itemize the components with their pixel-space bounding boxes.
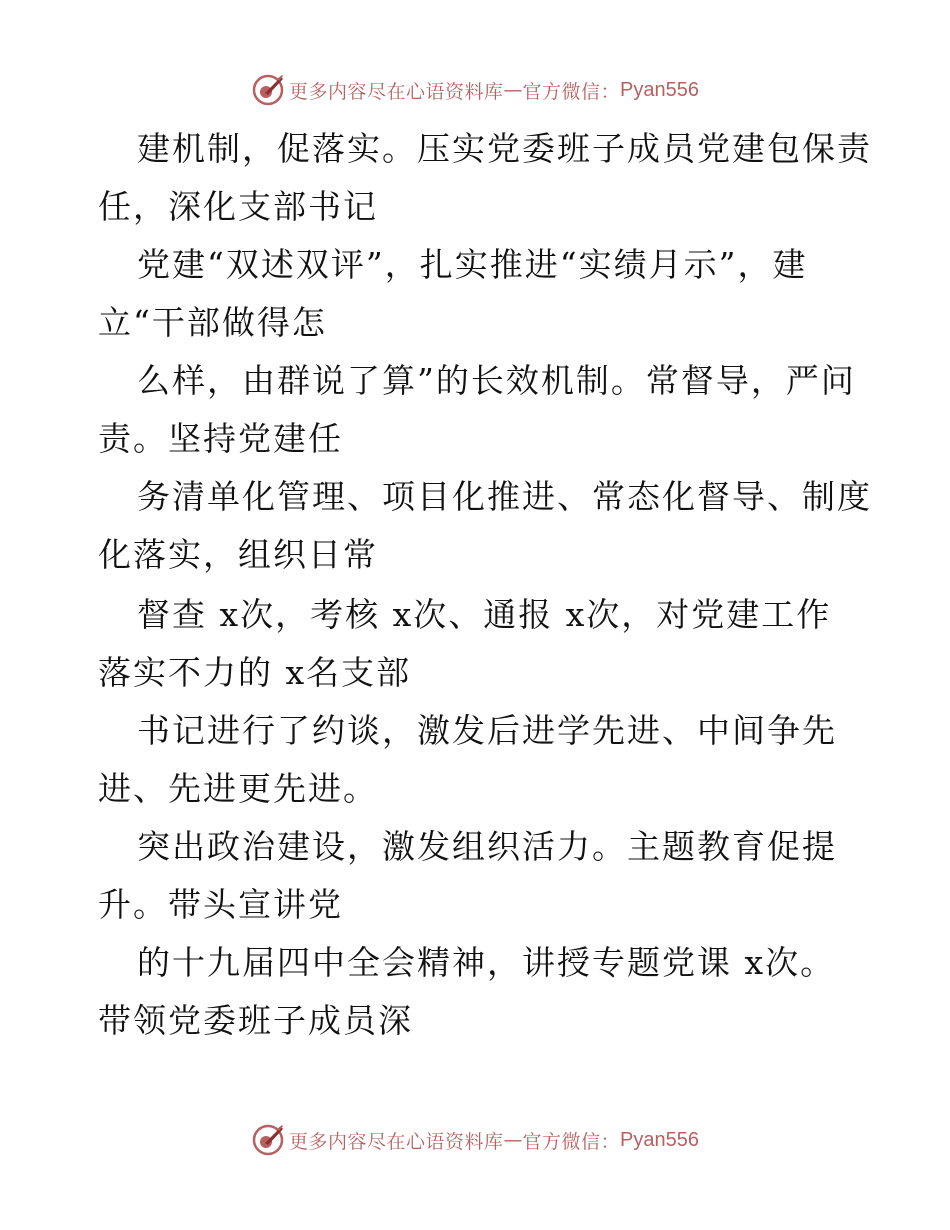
banner-wechat-label: 官方微信： <box>522 1130 621 1153</box>
body-line: 进、先进更先进。 <box>98 769 378 808</box>
footer-banner <box>0 1120 950 1160</box>
body-line: 立“干部做得怎 <box>98 303 327 342</box>
body-line: 落实不力的 x名支部 <box>98 653 412 692</box>
banner-separator: — <box>503 79 523 101</box>
body-line: 任，深化支部书记 <box>98 187 378 226</box>
quill-logo-icon <box>251 1123 285 1157</box>
body-line: 的十九届四中全会精神，讲授专题党课 x次。 <box>137 943 836 982</box>
header-banner <box>0 70 950 110</box>
body-line: 责。坚持党建任 <box>98 419 343 458</box>
body-line: 么样，由群说了算”的长效机制。常督导，严问 <box>137 361 856 400</box>
banner-wechat-label: 官方微信： <box>522 80 621 103</box>
body-line: 督查 x次，考核 x次、通报 x次，对党建工作 <box>137 595 832 634</box>
banner-brand-text: 更多内容尽在心语资料库 <box>289 80 504 103</box>
body-line: 升。带头宣讲党 <box>98 885 343 924</box>
body-line: 书记进行了约谈，激发后进学先进、中间争先 <box>137 711 837 750</box>
body-line: 党建“双述双评”，扎实推进“实绩月示”，建 <box>137 245 808 284</box>
banner-wechat-id: Pyan556 <box>620 78 699 101</box>
body-line: 突出政治建设，激发组织活力。主题教育促提 <box>137 827 837 866</box>
body-line: 务清单化管理、项目化推进、常态化督导、制度 <box>137 477 872 516</box>
banner-wechat-id: Pyan556 <box>620 1128 699 1151</box>
body-line: 建机制，促落实。压实党委班子成员党建包保责 <box>137 129 872 168</box>
body-line: 化落实，组织日常 <box>98 535 378 574</box>
banner-brand-text: 更多内容尽在心语资料库 <box>289 1130 504 1153</box>
banner-separator: — <box>503 1129 523 1151</box>
body-line: 带领党委班子成员深 <box>98 1001 413 1040</box>
quill-logo-icon <box>251 73 285 107</box>
